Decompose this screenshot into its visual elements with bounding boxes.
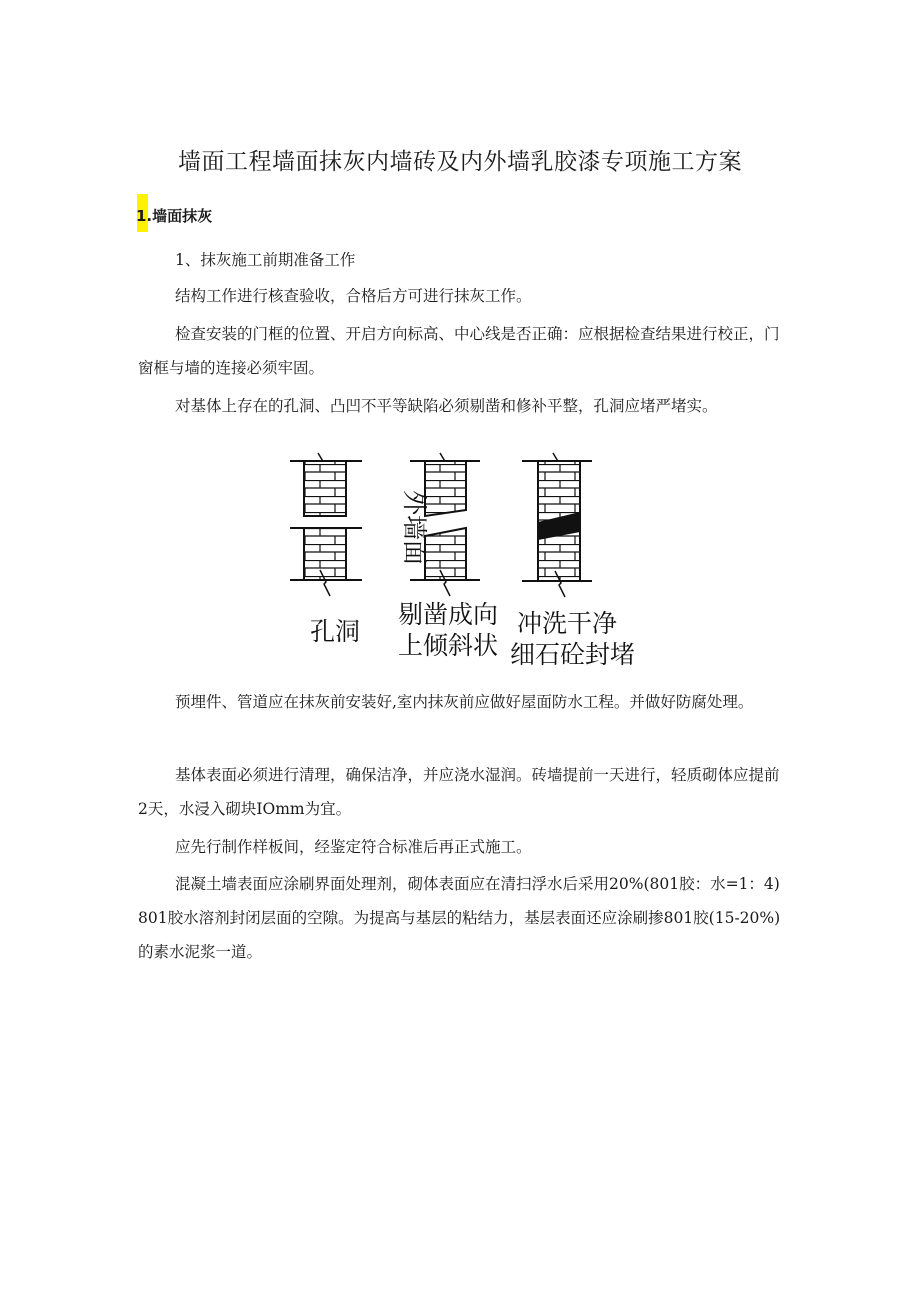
- paragraph: 对基体上存在的孔洞、凸凹不平等缺陷必须剔凿和修补平整，孔洞应堵严堵实。: [175, 397, 718, 415]
- paragraph: 结构工作进行核查验收，合格后方可进行抹灰工作。: [175, 287, 532, 305]
- side-label: 外墙面: [400, 490, 429, 566]
- label-seal-1: 冲洗干净: [517, 609, 618, 638]
- section-heading: 1.墙面抹灰: [136, 207, 213, 225]
- paragraph: 应先行制作样板间，经鉴定符合标准后再正式施工。: [175, 838, 532, 856]
- label-chisel-1: 剔凿成向: [398, 600, 499, 629]
- column-hole: [290, 453, 362, 596]
- label-seal-2: 细石砼封堵: [510, 640, 636, 669]
- column-chiseled: [400, 453, 480, 596]
- paragraph: 基体表面必须进行清理，确保洁净，并应浇水湿润。砖墙提前一天进行，轻质砌体应提前2天，水浸入砌块IOmm为宜。: [138, 766, 780, 818]
- paragraph: 预埋件、管道应在抹灰前安装好,室内抹灰前应做好屋面防水工程。并做好防腐处理。: [175, 693, 754, 711]
- label-chisel-2: 上倾斜状: [398, 631, 499, 660]
- paragraph: 混凝土墙表面应涂刷界面处理剂，砌体表面应在清扫浮水后采用20%(801胶：水=1：4)801胶水溶剂封闭层面的空隙。为提高与基层的粘结力，基层表面还应涂刷掺801胶(15-20%)的素水泥浆一道。: [138, 875, 781, 961]
- wall-hole-diagram: [280, 448, 640, 673]
- paragraph-step: 1、抹灰施工前期准备工作: [175, 251, 356, 269]
- column-sealed: [522, 453, 592, 597]
- document-title: 墙面工程墙面抹灰内墙砖及内外墙乳胶漆专项施工方案: [178, 149, 742, 175]
- paragraph: 检查安装的门框的位置、开启方向标高、中心线是否正确：应根据检查结果进行校正，门窗框与墙的连接必须牢固。: [138, 325, 780, 377]
- label-hole: 孔洞: [310, 617, 361, 646]
